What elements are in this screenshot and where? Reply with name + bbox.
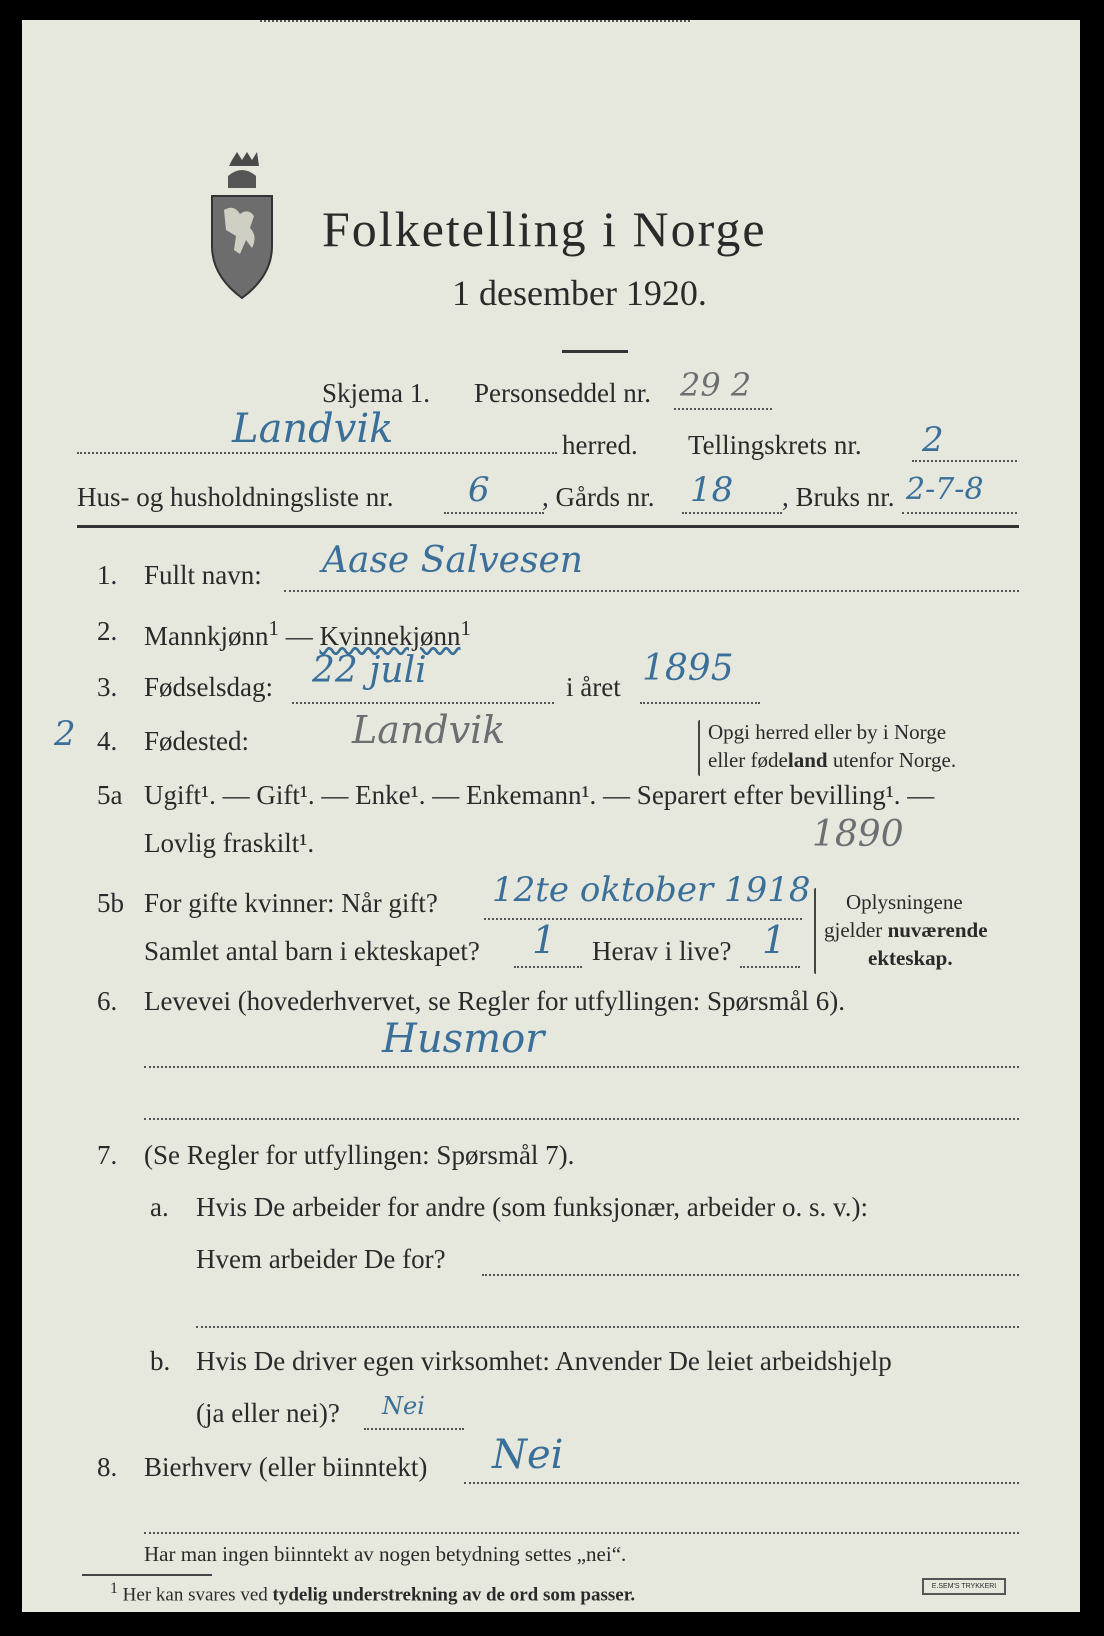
q7a-label2: Hvem arbeider De for?: [196, 1244, 446, 1274]
q2-number: 2.: [97, 616, 118, 646]
q5b-brace: [814, 888, 816, 974]
q5b-label3: Herav i live?: [592, 936, 732, 966]
q5a-line2: Lovlig fraskilt¹.: [144, 828, 315, 858]
q5a-number: 5a: [97, 780, 123, 810]
personseddel-label: Personseddel nr.: [474, 378, 651, 408]
q5a-annotation: 1890: [812, 814, 904, 855]
herred-value: Landvik: [232, 406, 394, 452]
q6-value: Husmor: [382, 1016, 545, 1062]
bruks-label: , Bruks nr.: [782, 482, 895, 512]
census-date: 1 desember 1920.: [452, 273, 707, 313]
q2-options: [144, 616, 471, 652]
footnote-marker: 1: [110, 1580, 118, 1597]
herred-line: [77, 452, 557, 454]
q3-year-value: 1895: [642, 648, 734, 689]
q2-mann: Mannkjønn: [144, 621, 269, 651]
q7b-label2: (ja eller nei)?: [196, 1398, 340, 1428]
q7a-letter: a.: [150, 1192, 169, 1222]
q8-line2: [144, 1532, 1019, 1534]
q2-mann-sup: 1: [268, 616, 279, 640]
q5b-note2a: gjelder: [824, 918, 888, 942]
q3-label: Fødselsdag:: [144, 672, 274, 702]
q4-note2b: land: [787, 748, 828, 772]
q3-year-line: [640, 702, 760, 704]
q8-label: Bierhverv (eller biinntekt): [144, 1452, 428, 1482]
q4-value: Landvik: [352, 708, 506, 752]
bruks-value: 2-7-8: [906, 472, 984, 507]
q7a-label: Hvis De arbeider for andre (som funksjonær, arbeider o. s. v.):: [196, 1192, 868, 1222]
q7a-line2: [196, 1326, 1019, 1328]
q8-number: 8.: [97, 1452, 118, 1482]
q6-label: Levevei (hovederhvervet, se Regler for utfyllingen: Spørsmål 6).: [144, 986, 846, 1016]
q5b-note3: [868, 946, 953, 971]
q2-kvinne: Kvinnekjønn: [319, 621, 461, 651]
tellingskrets-label: Tellingskrets nr.: [688, 430, 862, 460]
tellingskrets-value: 2: [922, 420, 944, 460]
q7b-letter: b.: [150, 1346, 171, 1376]
q7-label: (Se Regler for utfyllingen: Spørsmål 7).: [144, 1140, 575, 1170]
q5b-label2: Samlet antal barn i ekteskapet?: [144, 936, 480, 966]
hus-value: 6: [468, 470, 490, 510]
q3-value: 22 juli: [312, 650, 427, 691]
q4-margin-mark: 2: [54, 714, 76, 754]
gards-label: , Gårds nr.: [542, 482, 655, 512]
q7-number: 7.: [97, 1140, 118, 1170]
footnote-rule: [82, 1574, 212, 1576]
title-divider: [562, 350, 628, 353]
personseddel-value: 29 2: [680, 366, 752, 404]
printer-stamp: E.SEM'S TRYKKERI: [922, 1578, 1006, 1595]
q6-line2: [144, 1118, 1019, 1120]
hus-line: [444, 512, 544, 514]
q5b-value3: 1: [762, 918, 787, 962]
q6-line1: [144, 1066, 1019, 1068]
q5b-note2: [824, 918, 988, 943]
q4-note-line1: Opgi herred eller by i Norge: [708, 720, 947, 744]
q4-note-line2: [708, 748, 956, 773]
q4-brace: [698, 720, 700, 776]
q5a-line1: Ugift¹. — Gift¹. — Enke¹. — Enkemann¹. — Separert efter bevilling¹. —: [144, 780, 935, 810]
q7a-line1: [482, 1274, 1019, 1276]
form-title: Folketelling i Norge: [322, 201, 767, 257]
q4-note2c: utenfor Norge.: [827, 748, 957, 772]
biinntekt-note: Har man ingen biinntekt av nogen betydning settes „nei“.: [144, 1542, 627, 1566]
q8-line1: [464, 1482, 1019, 1484]
q3-line: [292, 702, 554, 704]
q1-number: 1.: [97, 560, 118, 590]
q2-kvinne-sup: 1: [460, 616, 471, 640]
header-rule: [77, 525, 1019, 528]
herred-label: herred.: [562, 430, 638, 460]
personseddel-line: [674, 408, 772, 410]
footnote-text-b: tydelig understrekning av de ord som passer.: [272, 1584, 636, 1606]
hus-label: Hus- og husholdningsliste nr.: [77, 482, 394, 512]
q5b-line3: [740, 966, 800, 968]
q7b-label: Hvis De driver egen virksomhet: Anvender De leiet arbeidshjelp: [196, 1346, 892, 1376]
q1-line: [284, 590, 1019, 592]
q6-number: 6.: [97, 986, 118, 1016]
bruks-line: [902, 512, 1017, 514]
footnote: [110, 1580, 635, 1606]
q5b-note3-text: ekteskap.: [868, 946, 953, 970]
q7b-line: [364, 1428, 464, 1430]
tellingskrets-line: [912, 460, 1017, 462]
q2-sep: —: [279, 621, 320, 651]
q5b-value2: 1: [532, 918, 557, 962]
q4-note2a: eller føde: [708, 748, 788, 772]
q5b-label1: For gifte kvinner: Når gift?: [144, 888, 438, 918]
q4-label: Fødested:: [144, 726, 249, 756]
q4-line: [260, 20, 690, 22]
q3-number: 3.: [97, 672, 118, 702]
q8-value: Nei: [492, 1432, 564, 1478]
census-form: [22, 20, 1080, 1612]
coat-of-arms-icon: [202, 150, 282, 310]
q5b-note1: Oplysningene: [846, 890, 963, 914]
gards-value: 18: [690, 470, 734, 510]
footnote-text-a: Her kan svares ved: [122, 1584, 273, 1606]
gards-line: [682, 512, 782, 514]
q5b-line2: [514, 966, 582, 968]
skjema-label: Skjema 1.: [322, 378, 430, 408]
q1-value: Aase Salvesen: [322, 540, 583, 581]
q5b-value1: 12te oktober 1918: [492, 870, 811, 910]
q5b-number: 5b: [97, 888, 124, 918]
q1-label: Fullt navn:: [144, 560, 262, 590]
q4-number: 4.: [97, 726, 118, 756]
q7b-value: Nei: [382, 1392, 425, 1420]
q5b-note2b: nuværende: [887, 918, 988, 942]
q3-year-label: i året: [566, 672, 621, 702]
